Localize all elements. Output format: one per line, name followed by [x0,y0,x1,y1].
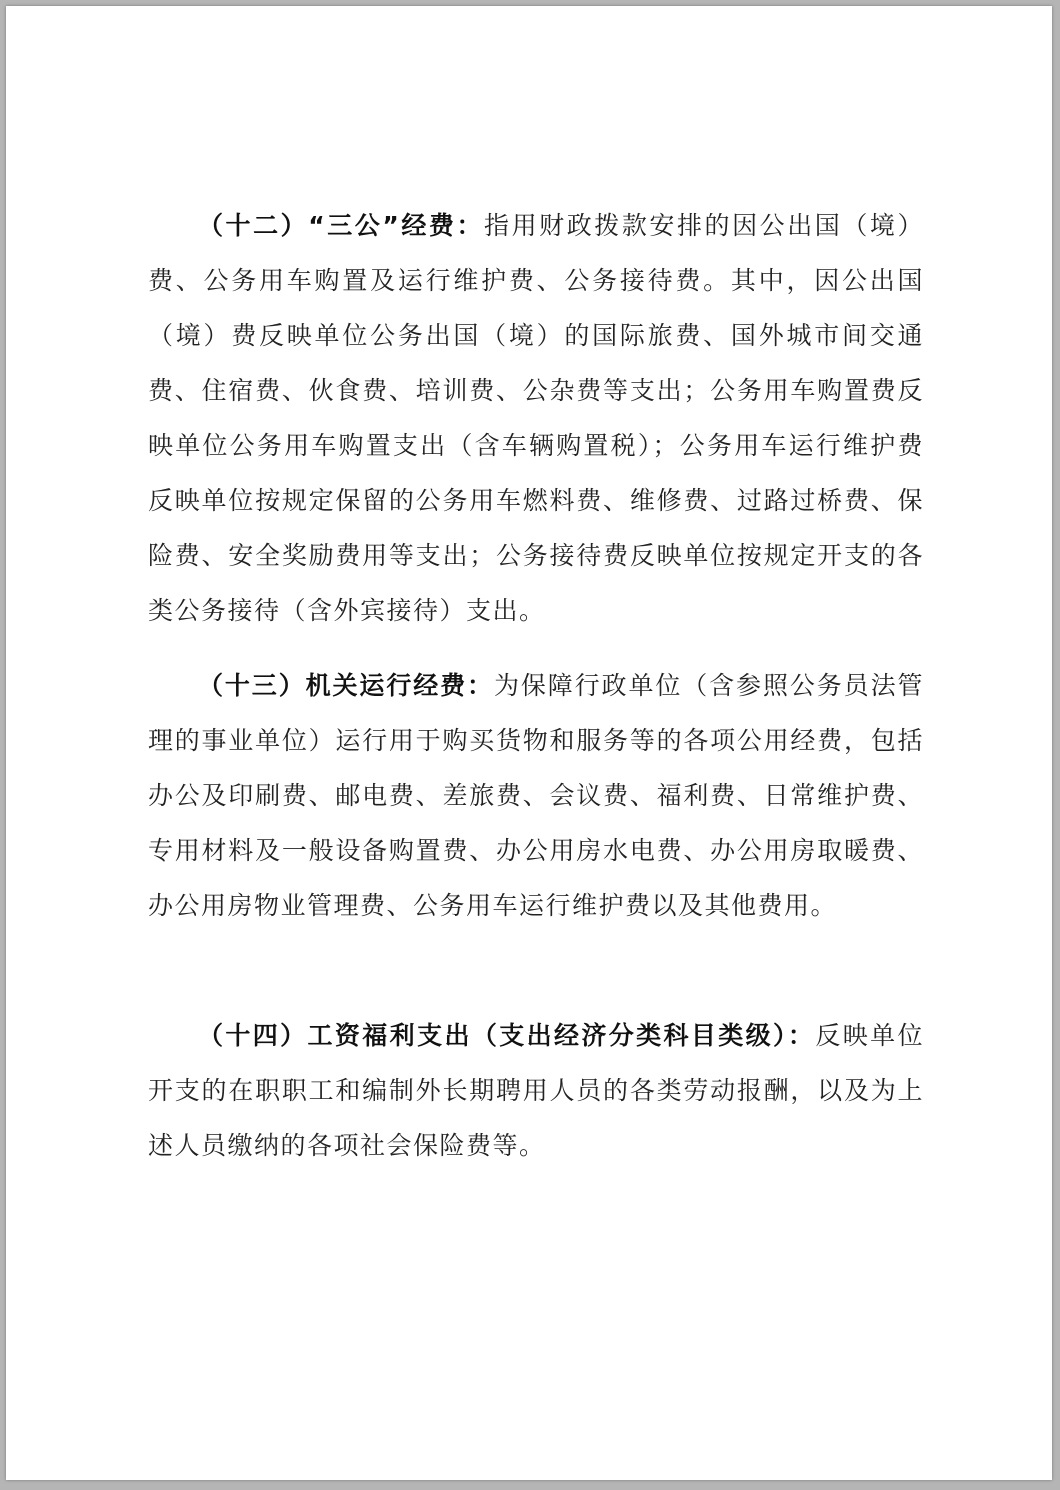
section-heading: （十四）工资福利支出（支出经济分类科目类级）： [198,1021,816,1050]
section-body: 为保障行政单位（含参照公务员法管理的事业单位）运行用于购买货物和服务等的各项公用经费，包括办公及印刷费、邮电费、差旅费、会议费、福利费、日常维护费、专用材料及一般设备购置费、办公用房水电费、办公用房取暖费、办公用房物业管理费、公务用车运行维护费以及其他费用。 [148,671,924,920]
document-page [6,6,1052,1480]
section-heading: （十二）“三公”经费： [198,211,485,240]
section-body: 指用财政拨款安排的因公出国（境）费、公务用车购置及运行维护费、公务接待费。其中，因公出国（境）费反映单位公务出国（境）的国际旅费、国外城市间交通费、住宿费、伙食费、培训费、公杂费等支出；公务用车购置费反映单位公务用车购置支出（含车辆购置税）；公务用车运行维护费反映单位按规定保留的公务用车燃料费、维修费、过路过桥费、保险费、安全奖励费用等支出；公务接待费反映单位按规定开支的各类公务接待（含外宾接待）支出。 [148,211,924,625]
section-body: 反映单位开支的在职职工和编制外长期聘用人员的各类劳动报酬，以及为上述人员缴纳的各项社会保险费等。 [148,1021,924,1160]
section-heading: （十三）机关运行经费： [198,671,494,700]
section-thirteen [148,658,924,933]
section-twelve [148,198,924,638]
section-fourteen [148,1008,924,1173]
